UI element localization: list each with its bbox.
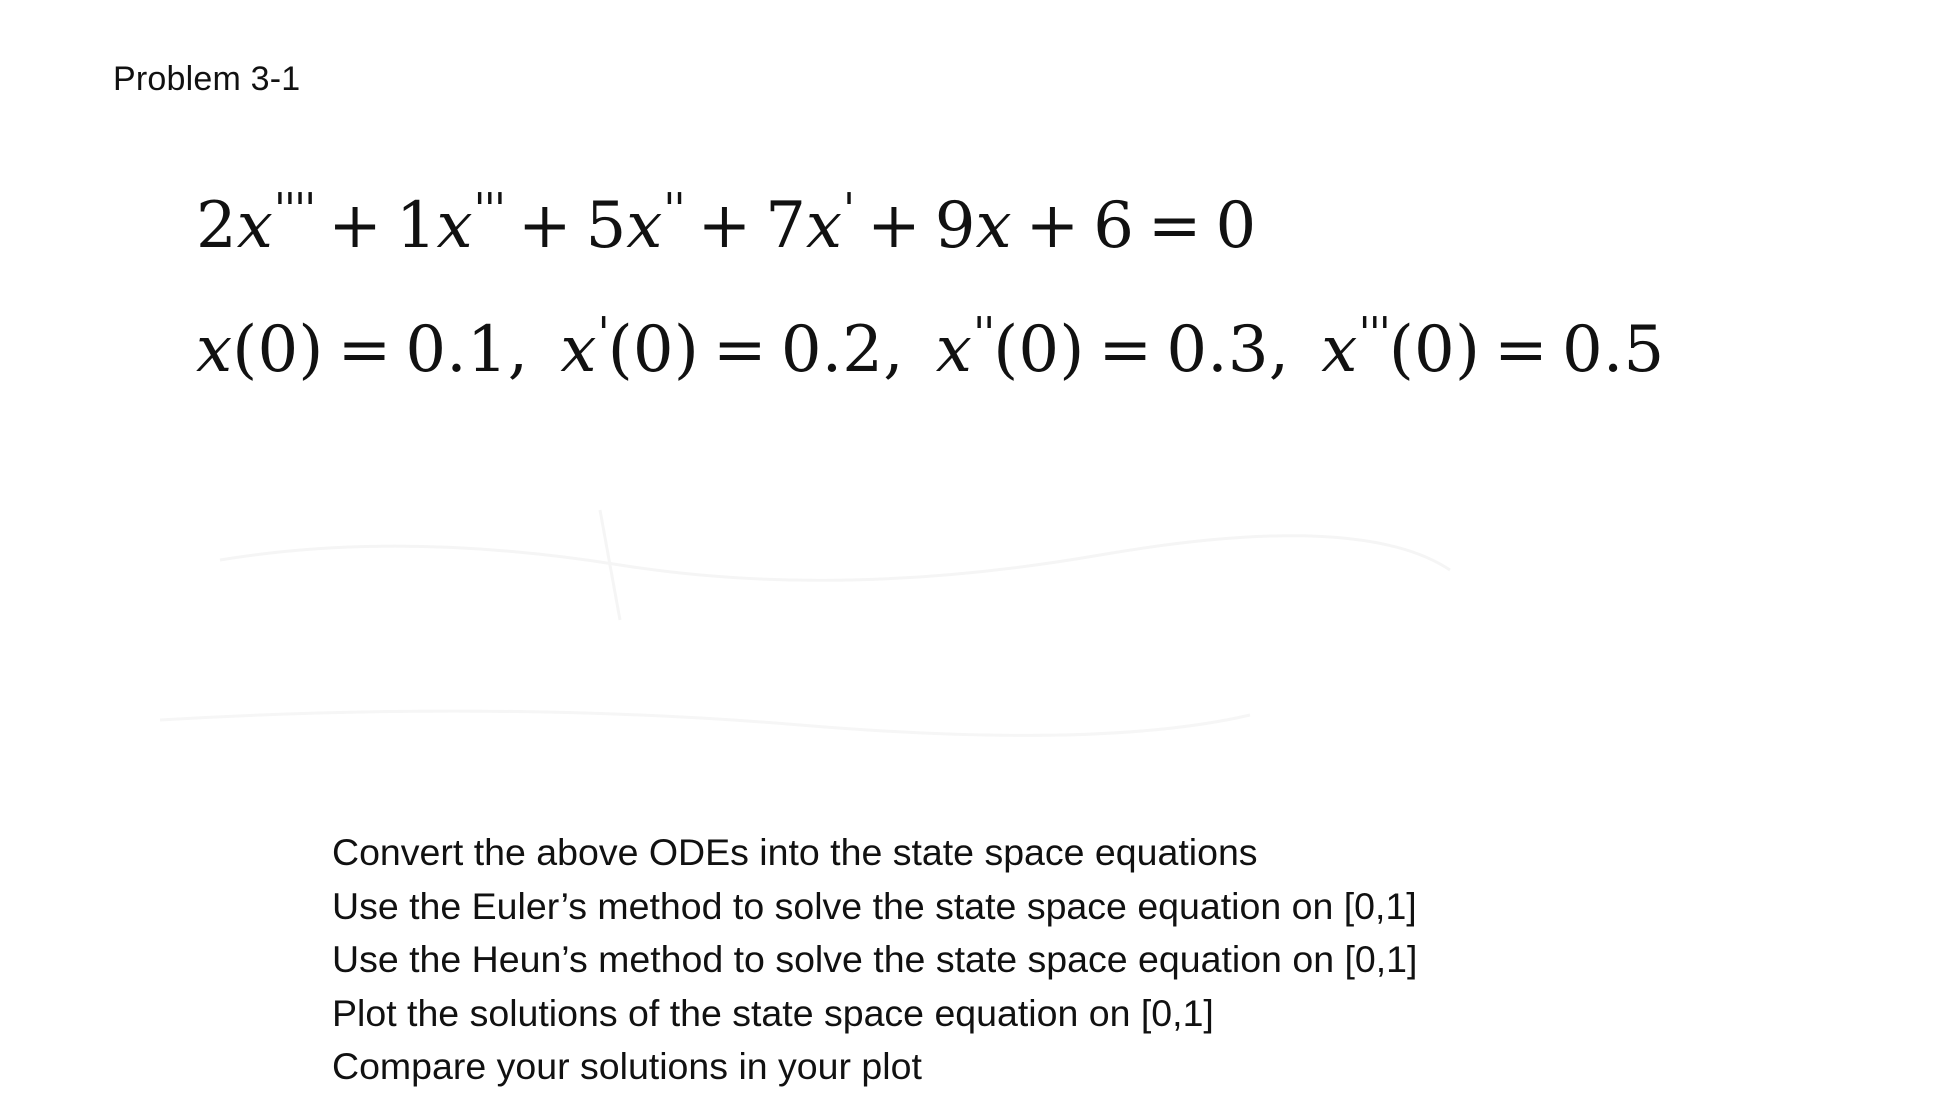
faint-background-artifact [100,470,1600,770]
operator: + [328,188,382,263]
initial-conditions [196,308,1665,387]
rhs-value: 0 [1215,188,1257,263]
var-4: x [805,188,843,263]
task-item: Plot the solutions of the state space equation on [0,1] [332,991,1214,1034]
ic-var: x [560,312,597,387]
primes-1: '''' [273,184,315,235]
term-5 [935,189,1012,263]
ic-value: 0.2 [780,312,884,387]
term-1 [196,184,315,263]
ic-primes: '' [973,308,994,359]
ic-arg: (0) [1388,312,1481,387]
problem-title: Problem 3-1 [113,60,301,98]
equals-sign: = [1147,188,1202,263]
var-2: x [436,188,473,263]
initial-condition-3: x''(0) = 0.3, [935,308,1290,387]
ic-var: x [196,312,233,387]
term-2 [395,184,504,263]
ic-primes: ''' [1358,308,1389,359]
initial-condition-4: x'''(0) = 0.5 [1321,308,1665,387]
coef-5: 9 [934,188,976,263]
coef-4: 7 [765,188,806,263]
ic-comma: , [883,312,904,387]
task-list [332,826,1417,1094]
ic-value: 0.5 [1561,312,1665,387]
ic-arg: (0) [993,312,1085,387]
operator: + [517,188,572,263]
primes-4: ' [843,184,854,235]
ic-value: 0.1 [405,312,508,387]
ode-equation [196,184,1257,263]
primes-2: ''' [473,184,504,235]
var-3: x [626,188,663,263]
primes-3: '' [663,184,684,235]
faint-artifact-graphic [100,470,1600,770]
initial-condition-1: x(0) = 0.1, [196,312,529,387]
task-item: Compare your solutions in your plot [332,1045,922,1087]
var-5: x [975,188,1012,263]
ic-comma: , [1268,312,1290,387]
term-4 [765,184,854,263]
ic-value: 0.3 [1166,312,1269,387]
ic-primes: ' [597,308,608,359]
initial-condition-2: x'(0) = 0.2, [560,308,904,387]
task-item: Use the Heun’s method to solve the state space equation on [0,1] [332,938,1418,980]
operator: + [867,188,921,263]
coef-1: 2 [196,188,237,263]
term-3 [585,184,684,263]
operator: + [1025,188,1080,263]
ic-arg: (0) [607,312,699,387]
ic-comma: , [507,312,529,387]
operator: + [697,188,752,263]
ic-var: x [935,312,973,387]
coef-2: 1 [395,188,437,263]
var-1: x [236,188,273,263]
constant-term: 6 [1093,188,1134,263]
coef-3: 5 [585,188,627,263]
task-item: Convert the above ODEs into the state space equations [332,831,1258,873]
task-item: Use the Euler’s method to solve the state space equation on [0,1] [332,884,1417,927]
ic-var: x [1321,312,1358,387]
ic-arg: (0) [232,312,324,387]
